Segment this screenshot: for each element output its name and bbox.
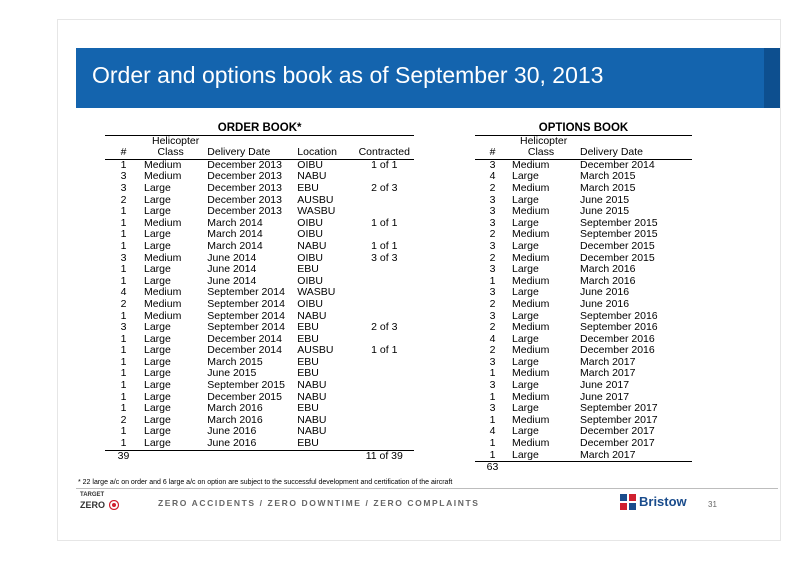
order-book-cell-class: Large	[144, 425, 171, 438]
order-book-cell-location: EBU	[297, 263, 319, 276]
options-book-cell-number: 2	[489, 251, 496, 264]
options-book-cell-number: 3	[489, 216, 496, 229]
order-book-cell-class: Large	[144, 181, 171, 194]
options-book-cell-delivery-date: September 2015	[580, 228, 658, 241]
order-book-cell-location: OIBU	[297, 274, 323, 287]
options-book-cell-number: 3	[489, 158, 496, 171]
order-book-cell-delivery-date: March 2014	[207, 228, 263, 241]
order-book-cell-contracted	[354, 426, 414, 438]
options-book-row	[475, 264, 692, 276]
options-header-helicopter: Helicopter	[520, 134, 568, 147]
order-book-cell-delivery-date: June 2015	[207, 367, 257, 380]
order-book-row	[105, 380, 414, 392]
options-book-cell-number: 1	[489, 448, 496, 461]
order-book-cell-number: 1	[120, 367, 127, 380]
order-book-cell-delivery-date: December 2013	[207, 158, 282, 171]
options-book-cell-number: 3	[489, 263, 496, 276]
options-book-cell-delivery-date: June 2016	[580, 286, 630, 299]
order-book-cell-contracted	[354, 299, 414, 311]
options-book-cell-class: Large	[512, 263, 539, 276]
options-book-cell-delivery-date: December 2016	[580, 332, 655, 345]
order-book-cell-location: NABU	[297, 379, 327, 392]
options-book-cell-number: 3	[489, 239, 496, 252]
footer-divider	[76, 488, 778, 489]
order-book-cell-class: Large	[144, 402, 171, 415]
options-book-cell-class: Medium	[512, 251, 550, 264]
order-col-class: Class	[142, 147, 199, 159]
options-book-cell-number: 2	[489, 181, 496, 194]
order-book-cell-class: Large	[144, 193, 171, 206]
order-book-cell-number: 1	[120, 263, 127, 276]
order-book-cell-contracted	[354, 368, 414, 380]
order-book-cell-class: Large	[144, 228, 171, 241]
bristow-logo	[620, 492, 700, 514]
options-book-cell-number: 3	[489, 286, 496, 299]
options-book-cell-number: 3	[489, 355, 496, 368]
options-book-cell-class: Large	[512, 402, 539, 415]
order-book-cell-delivery-date: September 2014	[207, 309, 285, 322]
order-book-cell-location: WASBU	[297, 205, 336, 218]
order-book-cell-contracted	[354, 287, 414, 299]
order-book-cell-location: OIBU	[297, 158, 323, 171]
order-book-cell-delivery-date: June 2014	[207, 263, 257, 276]
options-book-cell-number: 4	[489, 425, 496, 438]
order-book-cell-class: Large	[144, 355, 171, 368]
order-book-cell-contracted: 1 of 1	[371, 216, 398, 229]
order-book-cell-location: EBU	[297, 355, 319, 368]
order-book-cell-location: EBU	[297, 367, 319, 380]
options-book-cell-class: Large	[512, 309, 539, 322]
order-book-cell-delivery-date: September 2014	[207, 297, 285, 310]
order-book-cell-class: Medium	[144, 216, 182, 229]
options-book-cell-class: Medium	[512, 367, 550, 380]
order-book-cell-delivery-date: March 2014	[207, 216, 263, 229]
options-book-cell-class: Large	[512, 216, 539, 229]
order-book-cell-contracted	[354, 264, 414, 276]
order-book-cell-number: 3	[120, 181, 127, 194]
options-book-cell-class: Medium	[512, 158, 550, 171]
order-book-cell-location: NABU	[297, 309, 327, 322]
order-book-cell-class: Large	[144, 437, 171, 450]
order-book-row	[105, 438, 414, 450]
options-book-cell-delivery-date: June 2015	[580, 193, 630, 206]
options-book-cell-delivery-date: June 2017	[580, 390, 630, 403]
options-book-cell-delivery-date: December 2014	[580, 158, 655, 171]
options-book-row	[475, 380, 692, 392]
order-book-cell-contracted	[354, 403, 414, 415]
order-book-cell-class: Medium	[144, 297, 182, 310]
options-book-cell-class: Medium	[512, 390, 550, 403]
options-book-cell-class: Medium	[512, 437, 550, 450]
title-bar-accent	[764, 48, 780, 108]
options-book-cell-class: Medium	[512, 344, 550, 357]
order-book-cell-delivery-date: June 2016	[207, 425, 257, 438]
options-book-cell-class: Large	[512, 170, 539, 183]
order-book-cell-number: 2	[120, 193, 127, 206]
options-book-cell-delivery-date: March 2015	[580, 170, 636, 183]
options-book-cell-number: 3	[489, 402, 496, 415]
options-book-cell-number: 2	[489, 321, 496, 334]
options-book-cell-number: 2	[489, 297, 496, 310]
options-book-cell-delivery-date: December 2015	[580, 251, 655, 264]
order-book-cell-location: NABU	[297, 170, 327, 183]
order-book-cell-number: 1	[120, 309, 127, 322]
options-book-cell-number: 3	[489, 205, 496, 218]
options-book-cell-class: Medium	[512, 321, 550, 334]
order-book-cell-location: AUSBU	[297, 193, 334, 206]
bristow-brand-text: Bristow	[639, 494, 687, 509]
options-book-row	[475, 438, 692, 450]
options-book-cell-number: 1	[489, 413, 496, 426]
order-book-cell-location: EBU	[297, 332, 319, 345]
order-book-cell-delivery-date: March 2014	[207, 239, 263, 252]
options-book-cell-delivery-date: December 2015	[580, 239, 655, 252]
options-col-delivery-date: Delivery Date	[572, 147, 692, 159]
order-book-cell-location: EBU	[297, 181, 319, 194]
options-book-table	[475, 123, 692, 474]
options-book-cell-number: 2	[489, 228, 496, 241]
order-book-cell-class: Medium	[144, 286, 182, 299]
options-book-cell-class: Large	[512, 425, 539, 438]
order-book-cell-contracted	[354, 206, 414, 218]
order-book-cell-number: 1	[120, 158, 127, 171]
footer-slogan: ZERO ACCIDENTS / ZERO DOWNTIME / ZERO COMPLAINTS	[158, 498, 480, 508]
order-book-cell-class: Large	[144, 367, 171, 380]
options-book-row	[475, 241, 692, 253]
order-book-cell-number: 2	[120, 297, 127, 310]
order-book-cell-class: Large	[144, 413, 171, 426]
options-book-cell-number: 1	[489, 274, 496, 287]
footnote: * 22 large a/c on order and 6 large a/c on option are subject to the successful development and certification of the aircraft	[78, 479, 453, 486]
order-book-cell-number: 1	[120, 355, 127, 368]
order-header-helicopter: Helicopter	[152, 134, 200, 147]
options-col-number: #	[475, 147, 510, 159]
order-book-cell-number: 1	[120, 239, 127, 252]
order-book-row	[105, 264, 414, 276]
options-book-cell-delivery-date: September 2017	[580, 402, 658, 415]
order-book-cell-delivery-date: June 2014	[207, 251, 257, 264]
options-book-cell-delivery-date: September 2016	[580, 321, 658, 334]
order-book-cell-number: 1	[120, 274, 127, 287]
options-book-cell-class: Large	[512, 355, 539, 368]
order-book-cell-delivery-date: March 2015	[207, 355, 263, 368]
options-book-cell-delivery-date: March 2017	[580, 367, 636, 380]
order-book-cell-location: OIBU	[297, 216, 323, 229]
order-book-cell-delivery-date: September 2014	[207, 286, 285, 299]
order-book-cell-contracted	[354, 392, 414, 404]
options-book-cell-delivery-date: September 2017	[580, 413, 658, 426]
order-book-cell-contracted	[354, 380, 414, 392]
order-book-cell-class: Medium	[144, 158, 182, 171]
order-book-cell-contracted	[354, 438, 414, 450]
order-book-cell-class: Medium	[144, 309, 182, 322]
options-total: 63	[475, 462, 510, 474]
order-book-cell-number: 3	[120, 321, 127, 334]
order-book-row	[105, 322, 414, 334]
options-book-cell-delivery-date: December 2016	[580, 344, 655, 357]
options-col-class: Class	[510, 147, 572, 159]
bristow-mark-icon	[620, 494, 636, 510]
order-book-cell-delivery-date: December 2013	[207, 205, 282, 218]
options-book-cell-delivery-date: June 2015	[580, 205, 630, 218]
order-book-cell-location: OIBU	[297, 228, 323, 241]
order-book-cell-location: OIBU	[297, 251, 323, 264]
options-book-row	[475, 299, 692, 311]
order-book-title: ORDER BOOK*	[105, 123, 414, 135]
options-book-cell-number: 1	[489, 437, 496, 450]
order-book-cell-number: 1	[120, 379, 127, 392]
options-book-cell-delivery-date: December 2017	[580, 425, 655, 438]
order-book-cell-delivery-date: June 2014	[207, 274, 257, 287]
order-book-cell-location: EBU	[297, 321, 319, 334]
options-book-cell-number: 3	[489, 309, 496, 322]
order-book-cell-number: 1	[120, 402, 127, 415]
order-book-cell-contracted	[354, 415, 414, 427]
order-book-cell-delivery-date: June 2016	[207, 437, 257, 450]
order-book-cell-delivery-date: December 2014	[207, 344, 282, 357]
order-book-cell-contracted: 1 of 1	[371, 344, 398, 357]
options-book-cell-delivery-date: September 2015	[580, 216, 658, 229]
order-book-cell-number: 3	[120, 251, 127, 264]
order-book-cell-class: Large	[144, 344, 171, 357]
options-book-row	[475, 183, 692, 195]
order-book-cell-delivery-date: March 2016	[207, 413, 263, 426]
options-book-cell-class: Large	[512, 193, 539, 206]
order-total: 39	[105, 450, 142, 462]
order-book-cell-number: 1	[120, 216, 127, 229]
options-book-cell-number: 3	[489, 193, 496, 206]
order-book-row	[105, 183, 414, 195]
order-book-cell-contracted: 2 of 3	[371, 181, 398, 194]
order-book-cell-location: EBU	[297, 437, 319, 450]
options-book-cell-class: Medium	[512, 181, 550, 194]
order-book-cell-delivery-date: March 2016	[207, 402, 263, 415]
order-book-cell-contracted	[354, 357, 414, 369]
order-book-cell-number: 1	[120, 390, 127, 403]
order-book-cell-class: Medium	[144, 251, 182, 264]
order-book-cell-number: 1	[120, 228, 127, 241]
options-book-cell-delivery-date: March 2016	[580, 263, 636, 276]
order-book-cell-delivery-date: December 2014	[207, 332, 282, 345]
order-col-delivery-date: Delivery Date	[199, 147, 297, 159]
order-book-cell-contracted: 1 of 1	[371, 239, 398, 252]
order-col-number: #	[105, 147, 142, 159]
order-book-cell-delivery-date: September 2015	[207, 379, 285, 392]
order-book-cell-class: Large	[144, 263, 171, 276]
order-book-cell-location: NABU	[297, 425, 327, 438]
order-book-cell-class: Large	[144, 390, 171, 403]
order-book-cell-location: NABU	[297, 390, 327, 403]
order-book-cell-delivery-date: December 2013	[207, 181, 282, 194]
order-book-cell-number: 1	[120, 437, 127, 450]
order-book-cell-location: NABU	[297, 413, 327, 426]
options-book-cell-delivery-date: June 2017	[580, 379, 630, 392]
order-contracted-total: 11 of 39	[354, 450, 414, 462]
options-book-row	[475, 322, 692, 334]
title-bar	[76, 48, 780, 108]
order-book-cell-contracted	[354, 195, 414, 207]
order-book-cell-location: WASBU	[297, 286, 336, 299]
options-book-cell-delivery-date: September 2016	[580, 309, 658, 322]
order-book-cell-class: Medium	[144, 170, 182, 183]
options-book-cell-number: 4	[489, 170, 496, 183]
order-book-cell-class: Large	[144, 274, 171, 287]
order-book-cell-contracted	[354, 276, 414, 288]
options-book-cell-class: Large	[512, 448, 539, 461]
options-book-row	[475, 206, 692, 218]
order-book-cell-location: NABU	[297, 239, 327, 252]
order-book-cell-number: 4	[120, 286, 127, 299]
order-book-row	[105, 241, 414, 253]
options-book-cell-class: Medium	[512, 205, 550, 218]
options-book-cell-class: Medium	[512, 274, 550, 287]
options-book-cell-number: 3	[489, 379, 496, 392]
order-book-cell-location: EBU	[297, 402, 319, 415]
target-zero-logo	[80, 492, 130, 516]
options-book-cell-delivery-date: March 2016	[580, 274, 636, 287]
options-book-title: OPTIONS BOOK	[475, 123, 692, 135]
order-book-cell-class: Large	[144, 332, 171, 345]
options-book-cell-class: Medium	[512, 228, 550, 241]
target-icon	[109, 500, 119, 510]
order-book-cell-contracted: 1 of 1	[371, 158, 398, 171]
order-book-cell-delivery-date: December 2015	[207, 390, 282, 403]
order-book-cell-number: 3	[120, 170, 127, 183]
order-book-cell-number: 1	[120, 332, 127, 345]
options-book-cell-class: Medium	[512, 297, 550, 310]
order-book-table	[105, 123, 414, 462]
order-book-cell-class: Large	[144, 379, 171, 392]
options-book-cell-class: Large	[512, 239, 539, 252]
order-col-contracted: Contracted	[354, 147, 414, 159]
page-title: Order and options book as of September 30, 2013	[92, 62, 604, 88]
options-book-cell-number: 1	[489, 390, 496, 403]
order-book-cell-class: Large	[144, 205, 171, 218]
order-book-cell-delivery-date: September 2014	[207, 321, 285, 334]
order-book-row	[105, 206, 414, 218]
options-book-cell-delivery-date: June 2016	[580, 297, 630, 310]
order-book-cell-number: 1	[120, 425, 127, 438]
options-book-cell-class: Medium	[512, 413, 550, 426]
options-book-cell-number: 1	[489, 367, 496, 380]
order-book-cell-location: AUSBU	[297, 344, 334, 357]
order-book-cell-contracted: 2 of 3	[371, 321, 398, 334]
page-number: 31	[708, 500, 717, 509]
order-col-location: Location	[297, 147, 354, 159]
target-zero-top-text: TARGET	[80, 492, 105, 498]
target-zero-bottom-text: ZERO	[80, 500, 106, 510]
options-book-cell-number: 2	[489, 344, 496, 357]
options-book-row	[475, 450, 692, 462]
options-book-cell-delivery-date: March 2017	[580, 355, 636, 368]
order-book-cell-location: OIBU	[297, 297, 323, 310]
order-book-cell-number: 1	[120, 205, 127, 218]
options-book-cell-class: Large	[512, 332, 539, 345]
options-book-cell-number: 4	[489, 332, 496, 345]
order-book-cell-delivery-date: December 2013	[207, 193, 282, 206]
order-book-row	[105, 299, 414, 311]
order-book-cell-delivery-date: December 2013	[207, 170, 282, 183]
options-book-cell-class: Large	[512, 379, 539, 392]
options-book-cell-delivery-date: March 2017	[580, 448, 636, 461]
options-book-cell-class: Large	[512, 286, 539, 299]
order-book-cell-number: 1	[120, 344, 127, 357]
order-book-cell-class: Large	[144, 239, 171, 252]
options-book-cell-delivery-date: March 2015	[580, 181, 636, 194]
order-book-cell-contracted: 3 of 3	[371, 251, 398, 264]
order-book-cell-class: Large	[144, 321, 171, 334]
options-book-cell-delivery-date: December 2017	[580, 437, 655, 450]
order-book-cell-number: 2	[120, 413, 127, 426]
